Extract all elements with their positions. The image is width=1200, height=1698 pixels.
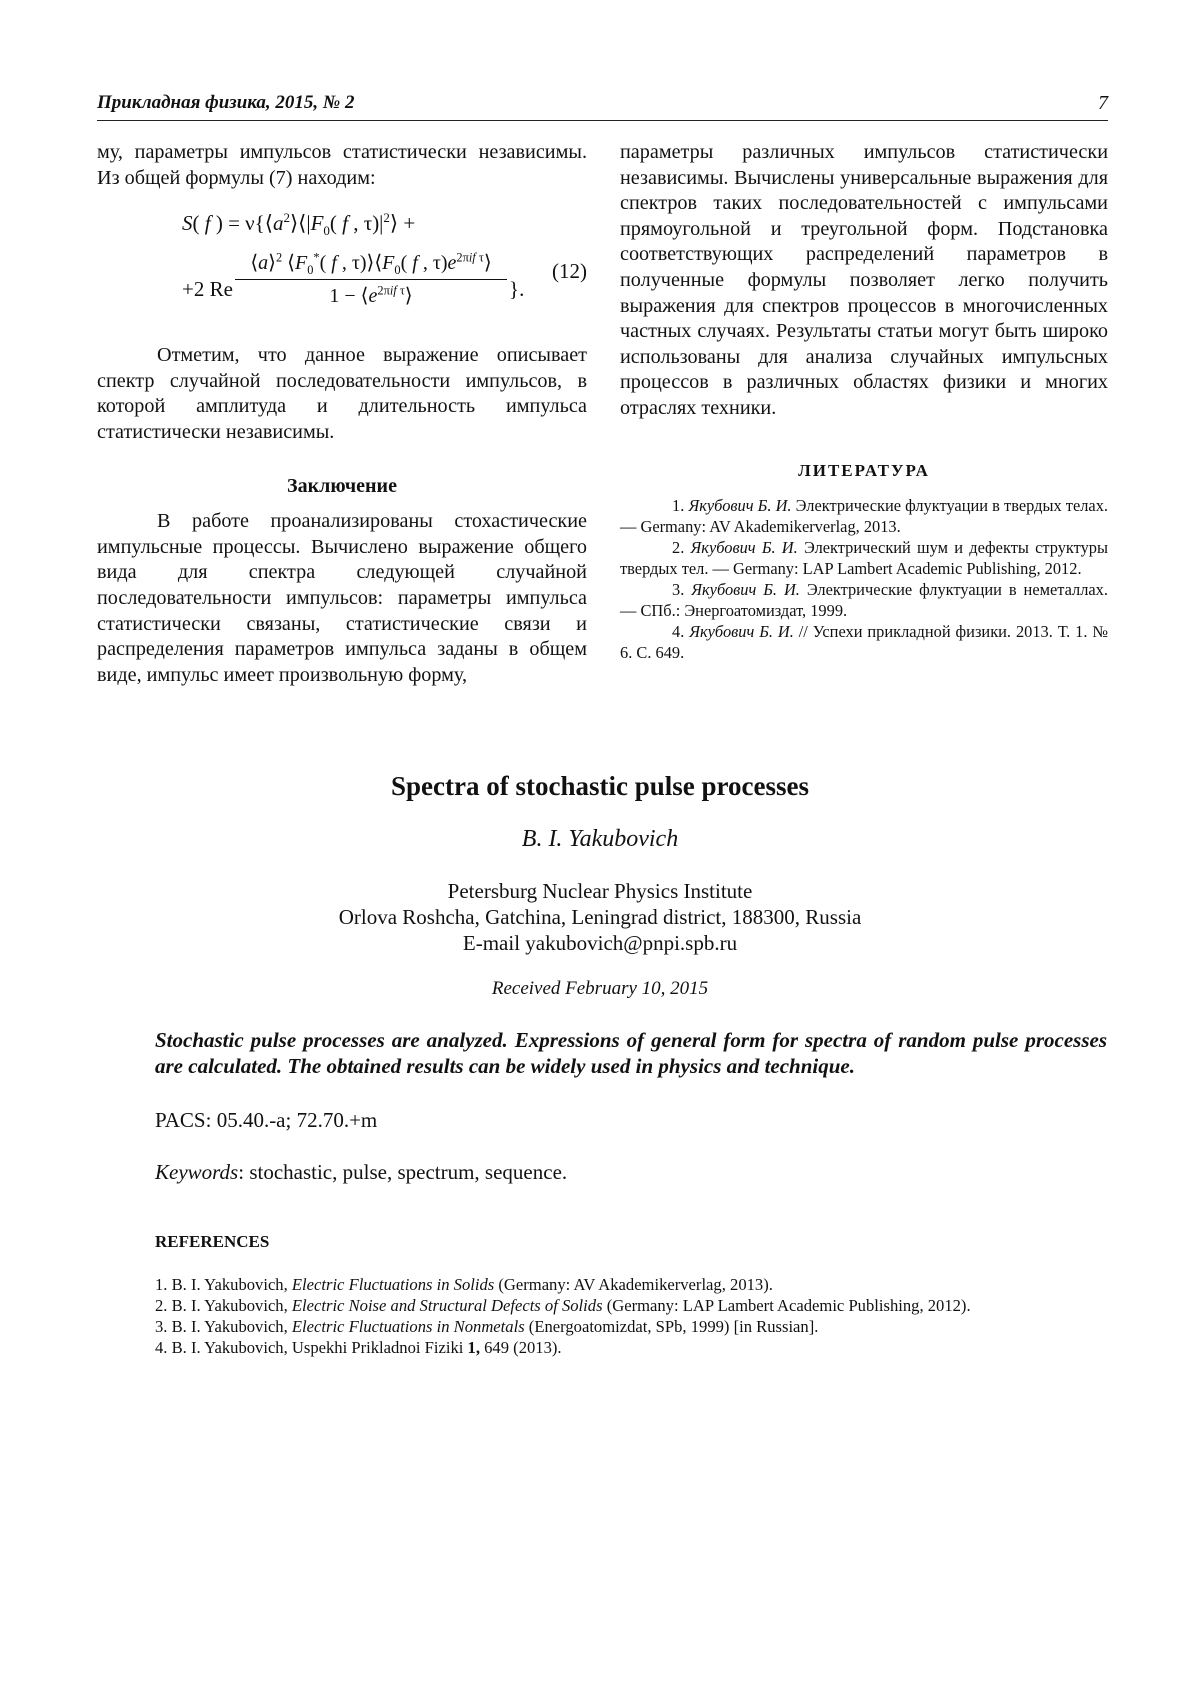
formula-12 [97, 199, 587, 339]
english-author: B. I. Yakubovich [521, 826, 679, 852]
page-number: 7 [1098, 92, 1108, 114]
after-formula-paragraph: Отметим, что данное выражение описывает спектр случайной последовательности импульсов, в которой амплитуда и длительность импульса статистически независимы. [97, 344, 587, 443]
affiliation-address: Orlova Roshcha, Gatchina, Leningrad district, 188300, Russia [338, 905, 862, 929]
abstract: Stochastic pulse processes are analyzed. Expressions of general form for spectra of random pulse processes are calculated. The obtained results can be widely used in physics and technique. [155, 1028, 1107, 1078]
keywords-list: : stochastic, pulse, spectrum, sequence. [238, 1160, 568, 1184]
equation-number: (12) [552, 259, 587, 284]
formula-suffix: }. [509, 277, 525, 302]
literature-heading: ЛИТЕРАТУРА [798, 460, 930, 480]
affiliation-institute: Petersburg Nuclear Physics Institute [447, 879, 753, 903]
references-heading: REFERENCES [155, 1232, 270, 1251]
reference-item: 2. B. I. Yakubovich, Electric Noise and Structural Defects of Solids (Germany: LAP Lambert Academic Publishing, 2012). [155, 1296, 971, 1315]
affiliation-email: E-mail yakubovich@pnpi.spb.ru [462, 931, 738, 955]
right-column-paragraph: параметры различных импульсов статистически независимы. Вычислены универсальные выражения для спектров таких последовательностей с импульсами прямоугольной и треугольной форм. Подстановка соответствующих распределений параметров в полученные формулы позволяет легко получить выражения для спектров процессов в многочисленных частных случаях. Результаты статьи могут быть широко использованы для анализа случайных импульсных процессов в различных областях физики и многих отраслях техники. [620, 141, 1108, 419]
literature-list [620, 495, 1108, 663]
reference-item: 3. B. I. Yakubovich, Electric Fluctuations in Nonmetals (Energoatomizdat, SPb, 1999) [in Russian]. [155, 1317, 819, 1336]
affiliation [0, 878, 1200, 956]
literature-item: 3. Якубович Б. И. Электрические флуктуации в неметаллах. — СПб.: Энергоатомиздат, 1999. [620, 580, 1108, 621]
conclusion-paragraph: В работе проанализированы стохастические импульсные процессы. Вычислено выражение общего вида для спектра следующей случайной последовательности импульсов: параметры импульса статистически связаны, статистические связи и распределения параметров импульса заданы в общем виде, импульс имеет произвольную форму, [97, 510, 587, 686]
formula-fraction [235, 251, 507, 309]
conclusion-heading: Заключение [287, 474, 397, 497]
running-header [97, 88, 1108, 121]
pacs-codes: PACS: 05.40.-a; 72.70.+m [155, 1108, 378, 1132]
literature-item: 4. Якубович Б. И. // Успехи прикладной физики. 2013. Т. 1. № 6. С. 649. [620, 622, 1108, 663]
keywords-label: Keywords [155, 1160, 239, 1184]
literature-item: 2. Якубович Б. И. Электрический шум и дефекты структуры твердых тел. — Germany: LAP Lambert Academic Publishing, 2012. [620, 538, 1108, 579]
reference-item: 1. B. I. Yakubovich, Electric Fluctuations in Solids (Germany: AV Akademikerverlag, 2013). [155, 1275, 773, 1294]
journal-title: Прикладная физика, 2015, № 2 [97, 92, 355, 113]
reference-item: 4. B. I. Yakubovich, Uspekhi Prikladnoi Fiziki 1, 649 (2013). [155, 1338, 562, 1357]
left-column [97, 140, 587, 688]
english-title: Spectra of stochastic pulse processes [391, 771, 809, 801]
literature-item: 1. Якубович Б. И. Электрические флуктуации в твердых телах. — Germany: AV Akademikerverlag, 2013. [620, 496, 1108, 537]
intro-paragraph: му, параметры импульсов статистически независимы. Из общей формулы (7) находим: [97, 141, 587, 189]
formula-prefix: +2 Re [182, 277, 233, 302]
formula-numerator: ⟨a⟩$^2$ $⟨F_0^*$( f , $\tau)⟩⟨F_0$( f , $\tau)e^{2\pi if \tau}⟩$ [235, 251, 507, 280]
right-column [620, 140, 1108, 663]
references-list [155, 1274, 971, 1358]
formula-denominator: $1 - ⟨e^{2\pi if \tau}⟩$ [329, 283, 413, 307]
received-date: Received February 10, 2015 [491, 978, 709, 999]
keywords [155, 1160, 567, 1185]
formula-line-1: S( f ) = $\nu\{⟨a^2⟩⟨|F_0$( f , $\tau)|^2⟩$ + [182, 210, 416, 239]
